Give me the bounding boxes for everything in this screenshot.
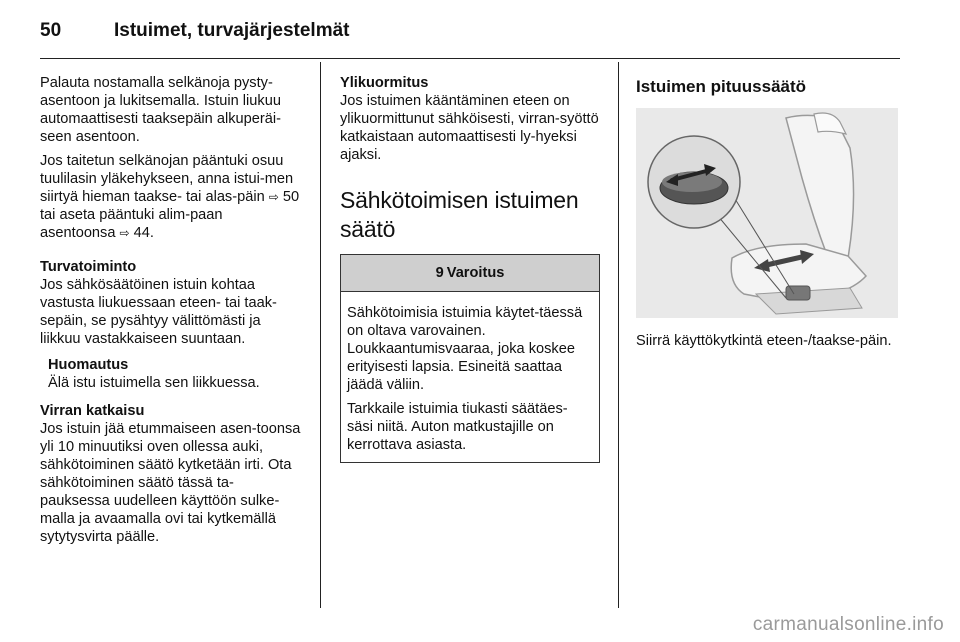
section-virran-katkaisu: [40, 402, 302, 546]
warning-header: [341, 255, 599, 292]
paragraph: Jos istuin jää etummaiseen asen-toonsa yli 10 minuutiksi oven ollessa auki, sähkötoiminen säätö kytketään irti. Ota sähkötoiminen säätö tässä ta-pauksessa uudelleen käyttöön sulke-malla ja avaamalla ovi tai kytkemällä sytytysvirta päälle.: [40, 421, 301, 545]
seat-illustration-svg: [636, 108, 898, 318]
paragraph: Palauta nostamalla selkänoja pysty-asentoon ja lukitsemalla. Istuin liukuu automaattisesti taaksepäin alkuperäi-seen asentoon.: [40, 75, 281, 145]
note-box: [40, 356, 302, 392]
column-divider: [320, 62, 321, 608]
section-title: Sähkötoimisen istuimen säätö: [340, 187, 579, 242]
paragraph: Jos istuimen kääntäminen eteen on ylikuormittunut sähköisesti, virran-syöttö katkaistaan automaattisesti ly-hyeksi ajaksi.: [340, 93, 599, 163]
section-title: Istuimen pituussäätö: [636, 77, 807, 96]
paragraph: Jos taitetun selkänojan pääntuki osuu tuulilasin yläkehykseen, anna istui-men siirtyä hieman taakse- tai alas-päin ⇨ 50 tai aseta pääntuki alim-paan asentoonsa ⇨ 44.: [40, 153, 300, 241]
subheading: Turvatoiminto: [40, 259, 137, 275]
subheading: Ylikuormitus: [340, 75, 429, 91]
note-text: Älä istu istuimella sen liikkuessa.: [48, 375, 260, 391]
section-ylikuormitus: [340, 74, 602, 164]
warning-title: Varoitus: [446, 265, 505, 281]
right-column: [636, 74, 898, 356]
warning-body: [341, 292, 599, 462]
header-divider: [40, 58, 900, 59]
middle-column: [340, 74, 602, 463]
page-ref-arrow-icon: ⇨: [268, 190, 279, 204]
warning-text: Tarkkaile istuimia tiukasti säätäes-säsi niitä. Auton matkustajille on kerrottava asiasta.: [347, 401, 568, 453]
column-divider: [618, 62, 619, 608]
seat-adjustment-illustration: [636, 108, 898, 318]
section-turvatoiminto: [40, 258, 302, 348]
warning-text: Sähkötoimisia istuimia käytet-täessä on oltava varovainen. Loukkaantumisvaaraa, joka koskee erityisesti lapsia. Esineitä saattaa jäädä väliin.: [347, 305, 583, 393]
chapter-title: Istuimet, turvajärjestelmät: [114, 20, 350, 41]
page-ref-link[interactable]: 44: [133, 225, 150, 241]
warning-box: [340, 254, 600, 463]
page-ref-arrow-icon: ⇨: [119, 226, 130, 240]
page-number: 50: [40, 20, 62, 41]
watermark: carmanualsonline.info: [752, 614, 944, 635]
paragraph: Jos sähkösäätöinen istuin kohtaa vastusta liukuessaan eteen- tai taak-sepäin, se pysähtyy välittömästi ja liikkuu vastakkaiseen suuntaan.: [40, 277, 277, 347]
left-column: [40, 74, 302, 552]
note-heading: Huomautus: [48, 357, 129, 373]
figure-caption: Siirrä käyttökytkintä eteen-/taakse-päin.: [636, 333, 892, 349]
page-ref-link[interactable]: 50: [282, 189, 300, 205]
subheading: Virran katkaisu: [40, 403, 145, 419]
warning-triangle-icon: 9: [435, 265, 444, 281]
